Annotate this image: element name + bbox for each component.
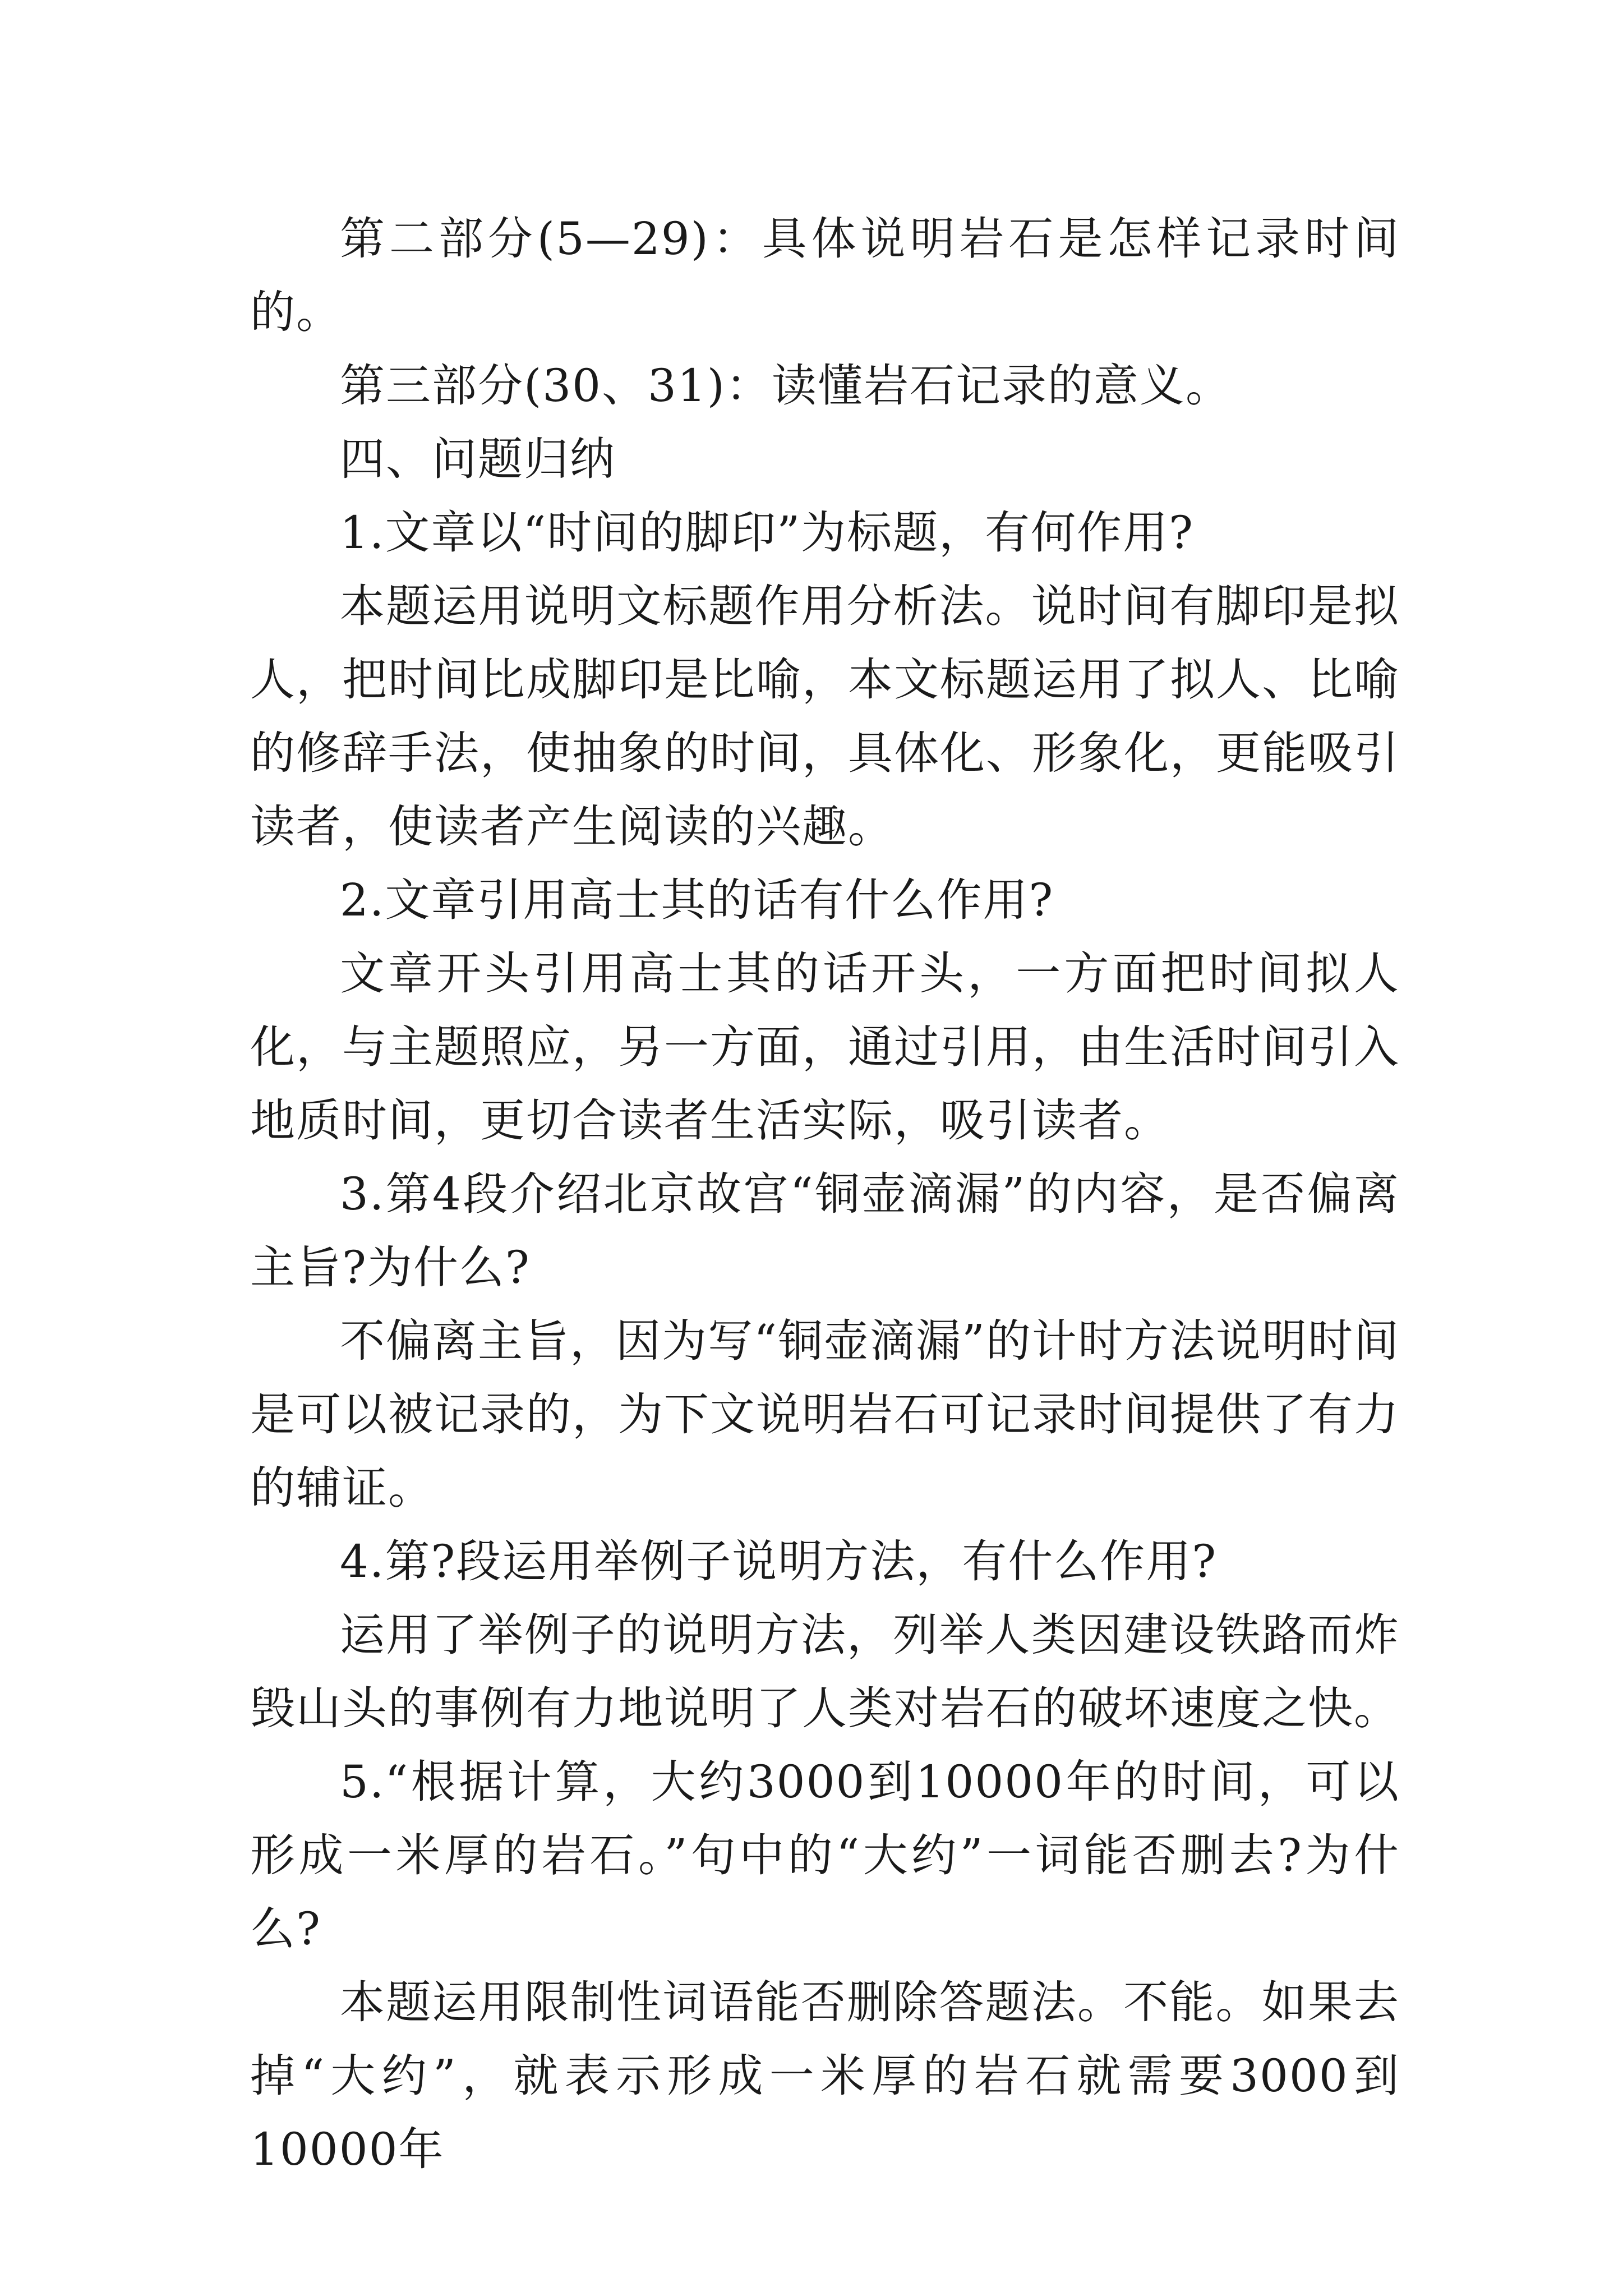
question-3: 3.第4段介绍北京故宫“铜壶滴漏”的内容，是否偏离主旨?为什么? [250,1168,1400,1294]
answer-4: 运用了举例子的说明方法，列举人类因建设铁路而炸毁山头的事例有力地说明了人类对岩石的破坏速度之快。 [250,1609,1400,1734]
question-5: 5.“根据计算，大约3000到10000年的时间，可以形成一米厚的岩石。”句中的“大约”一词能否删去?为什么? [250,1756,1400,1955]
question-1: 1.文章以“时间的脚印”为标题，有何作用? [340,507,1195,559]
answer-3: 不偏离主旨，因为写“铜壶滴漏”的计时方法说明时间是可以被记录的，为下文说明岩石可记录时间提供了有力的辅证。 [250,1315,1400,1514]
answer-2: 文章开头引用高士其的话开头，一方面把时间拟人化，与主题照应，另一方面，通过引用，由生活时间引入地质时间，更切合读者生活实际，吸引读者。 [250,947,1400,1147]
section-heading: 四、问题归纳 [340,433,616,485]
answer-5: 本题运用限制性词语能否删除答题法。不能。如果去掉“大约”，就表示形成一米厚的岩石就需要3000到10000年 [250,1976,1400,2175]
question-2: 2.文章引用高士其的话有什么作用? [340,874,1054,926]
paragraph-part-two: 第二部分(5—29)：具体说明岩石是怎样记录时间的。 [250,213,1400,338]
document-body [250,202,1400,2186]
question-4: 4.第?段运用举例子说明方法，有什么作用? [340,1535,1218,1588]
answer-1: 本题运用说明文标题作用分析法。说时间有脚印是拟人，把时间比成脚印是比喻，本文标题运用了拟人、比喻的修辞手法，使抽象的时间，具体化、形象化，更能吸引读者，使读者产生阅读的兴趣。 [250,580,1400,853]
paragraph-part-three: 第三部分(30、31)：读懂岩石记录的意义。 [340,360,1232,412]
